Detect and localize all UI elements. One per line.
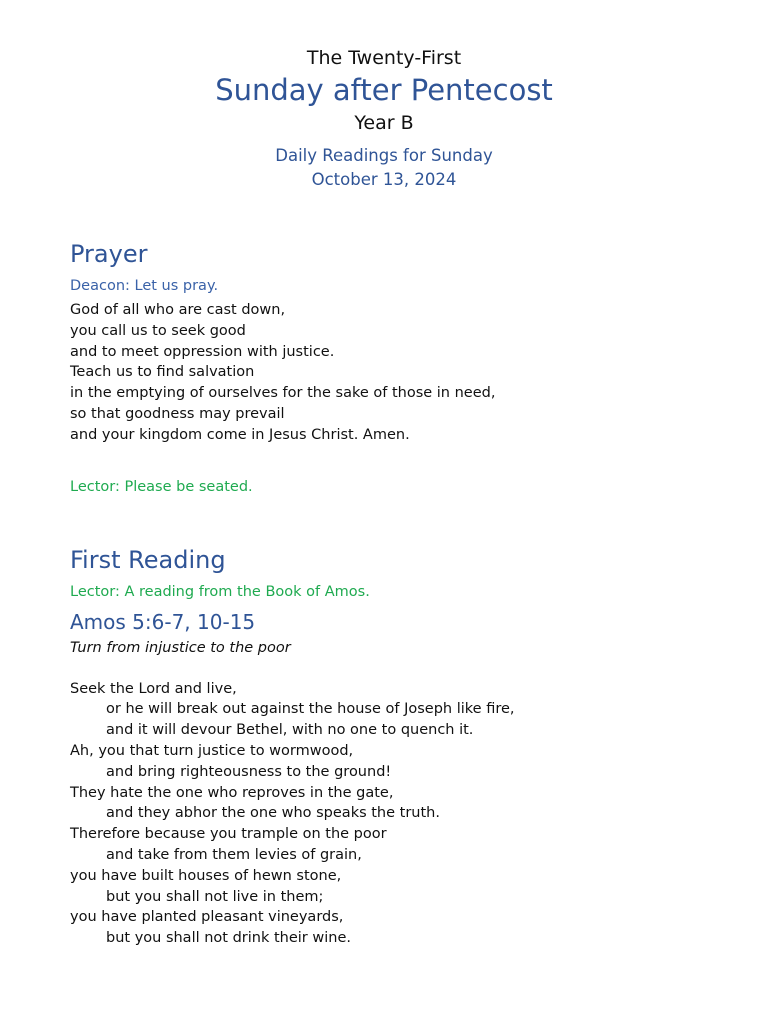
scripture-reference: Amos 5:6-7, 10-15 xyxy=(70,609,256,634)
verse-line: and they abhor the one who speaks the truth. xyxy=(106,805,440,822)
prayer-heading: Prayer xyxy=(70,240,148,268)
reading-subtitle: Turn from injustice to the poor xyxy=(70,639,291,656)
header-kicker: The Twenty-First xyxy=(306,47,462,69)
verse-line: you have built houses of hewn stone, xyxy=(70,867,342,884)
prayer-line: Teach us to find salvation xyxy=(70,364,255,381)
prayer-text xyxy=(70,300,750,446)
lector-reading-rubric: Lector: A reading from the Book of Amos. xyxy=(70,583,370,600)
prayer-line: and to meet oppression with justice. xyxy=(70,343,335,360)
prayer-line: in the emptying of ourselves for the sake of those in need, xyxy=(70,385,496,402)
verse-line: but you shall not live in them; xyxy=(106,888,324,905)
verse-line: Seek the Lord and live, xyxy=(70,680,237,697)
prayer-line: God of all who are cast down, xyxy=(70,302,286,318)
lector-seated-rubric: Lector: Please be seated. xyxy=(70,478,253,495)
verse-line: but you shall not drink their wine. xyxy=(106,930,351,947)
prayer-line: and your kingdom come in Jesus Christ. Amen. xyxy=(70,426,410,443)
prayer-section xyxy=(70,236,750,498)
prayer-line: you call us to seek good xyxy=(70,322,246,339)
verse-line: and bring righteousness to the ground! xyxy=(106,763,392,780)
page-header xyxy=(0,44,768,192)
verse-line: Ah, you that turn justice to wormwood, xyxy=(70,742,354,759)
verse-line: you have planted pleasant vineyards, xyxy=(70,909,344,926)
reading-date: October 13, 2024 xyxy=(311,170,457,189)
document-body xyxy=(70,236,750,949)
first-reading-heading: First Reading xyxy=(70,545,226,574)
page-title: Sunday after Pentecost xyxy=(215,73,553,107)
prayer-line: so that goodness may prevail xyxy=(70,405,285,422)
liturgical-year: Year B xyxy=(354,112,414,134)
daily-readings-label: Daily Readings for Sunday xyxy=(275,146,493,165)
deacon-rubric: Deacon: Let us pray. xyxy=(70,278,219,294)
verse-line: and it will devour Bethel, with no one to quench it. xyxy=(106,722,474,739)
verse-line: and take from them levies of grain, xyxy=(106,846,362,863)
first-reading-section xyxy=(70,542,750,949)
verse-line: or he will break out against the house of Joseph like fire, xyxy=(106,701,515,718)
verse-line: Therefore because you trample on the poor xyxy=(70,826,387,843)
verse-line: They hate the one who reproves in the gate, xyxy=(70,784,394,801)
reading-text xyxy=(70,679,750,949)
